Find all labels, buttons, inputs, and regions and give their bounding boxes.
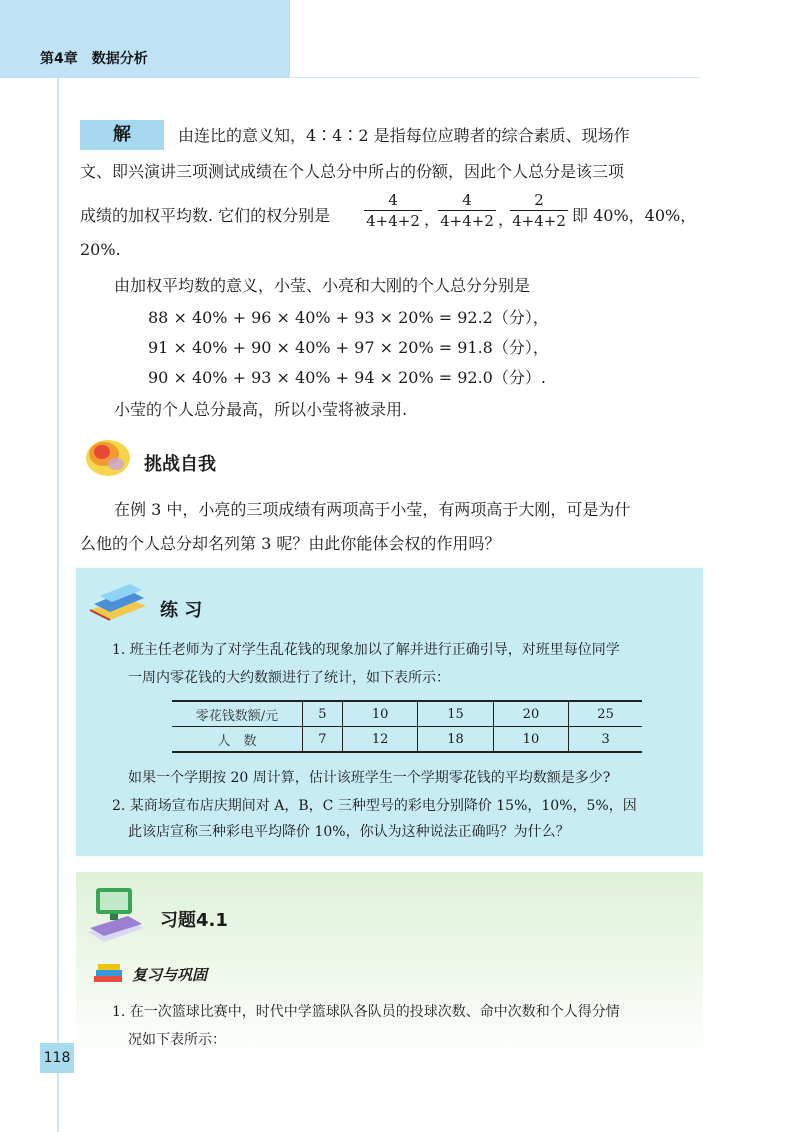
- practice-q1-line-1: 1. 班主任老师为了对学生乱花钱的现象加以了解并进行正确引导，对班里每位同学: [112, 642, 620, 658]
- books-icon: [86, 580, 150, 624]
- table-cell: 18: [418, 727, 493, 753]
- fraction-1: [364, 190, 422, 231]
- equation-2: 91 × 40% + 90 × 40% + 97 × 20% = 91.8（分），: [148, 338, 549, 357]
- table-row: [172, 701, 642, 727]
- exercise-subtitle: 复习与巩固: [132, 966, 208, 984]
- fraction-numerator: 4: [438, 190, 496, 211]
- fraction-denominator: 4+4+2: [366, 212, 420, 230]
- table-cell: 20: [493, 701, 568, 727]
- practice-q2-line-1: 2. 某商场宣布店庆期间对 A，B，C 三种型号的彩电分别降价 15%，10%，5%，因: [112, 798, 637, 814]
- challenge-line-2: 么他的个人总分却名列第 3 呢？由此你能体会权的作用吗？: [80, 534, 501, 553]
- table-cell: 10: [493, 727, 568, 753]
- chapter-title: 第4章 数据分析: [40, 51, 148, 67]
- fraction-numerator: 2: [510, 190, 568, 211]
- exercise-q1-line-1: 1. 在一次篮球比赛中，时代中学篮球队各队员的投球次数、命中次数和个人得分情: [112, 1004, 620, 1020]
- equation-1: 88 × 40% + 96 × 40% + 93 × 20% = 92.2（分），: [148, 308, 549, 327]
- header-rule: [290, 77, 700, 78]
- fraction-numerator: 4: [364, 190, 422, 211]
- chapter-header: [0, 0, 290, 78]
- stacked-books-icon: [92, 962, 126, 984]
- challenge-line-1: 在例 3 中，小亮的三项成绩有两项高于小莹，有两项高于大刚，可是为什: [114, 500, 631, 519]
- table-cell: 3: [569, 727, 642, 753]
- computer-icon: [84, 884, 148, 944]
- margin-line: [57, 78, 59, 1132]
- exercise-title: 习题4.1: [160, 910, 228, 931]
- solution-line-3-tail: 即 40%，40%，: [572, 206, 697, 225]
- table-row-label: 人 数: [172, 727, 303, 753]
- table-cell: 7: [303, 727, 343, 753]
- page-number: 118: [40, 1043, 74, 1073]
- fraction-denominator: 4+4+2: [440, 212, 494, 230]
- solution-line-1: 由连比的意义知，4∶4∶2 是指每位应聘者的综合素质、现场作: [178, 126, 630, 145]
- solution-line-3: 成绩的加权平均数. 它们的权分别是: [80, 206, 331, 225]
- fraction-separator: ，: [424, 210, 441, 229]
- exercise-q1-line-2: 况如下表所示：: [128, 1032, 226, 1048]
- fraction-3: [510, 190, 568, 231]
- solution-line-2: 文、即兴演讲三项测试成绩在个人总分中所占的份额，因此个人总分是该三项: [80, 162, 625, 181]
- fraction-denominator: 4+4+2: [512, 212, 566, 230]
- equation-3: 90 × 40% + 93 × 40% + 94 × 20% = 92.0（分）.: [148, 368, 546, 387]
- table-cell: 25: [569, 701, 642, 727]
- table-cell: 5: [303, 701, 343, 727]
- solution-line-4: 20%.: [80, 240, 121, 259]
- practice-q2-line-2: 此该店宣称三种彩电平均降价 10%，你认为这种说法正确吗？为什么？: [128, 824, 570, 840]
- pocket-money-table: [172, 700, 642, 753]
- solution-conclusion: 小莹的个人总分最高，所以小莹将被录用.: [114, 400, 408, 419]
- practice-title: 练 习: [160, 600, 203, 621]
- practice-q1-line-2: 一周内零花钱的大约数额进行了统计，如下表所示：: [128, 670, 450, 686]
- butterfly-icon: [80, 428, 136, 484]
- solution-intro: 由加权平均数的意义，小莹、小亮和大刚的个人总分分别是: [114, 276, 531, 295]
- table-cell: 15: [418, 701, 493, 727]
- table-row-label: 零花钱数额/元: [172, 701, 303, 727]
- fraction-separator: ，: [498, 210, 515, 229]
- challenge-title: 挑战自我: [144, 454, 216, 475]
- table-cell: 12: [342, 727, 417, 753]
- solution-badge: 解: [80, 120, 164, 150]
- fraction-2: [438, 190, 496, 231]
- table-cell: 10: [342, 701, 417, 727]
- practice-q1-line-3: 如果一个学期按 20 周计算，估计该班学生一个学期零花钱的平均数额是多少?: [128, 770, 611, 786]
- table-row: [172, 727, 642, 753]
